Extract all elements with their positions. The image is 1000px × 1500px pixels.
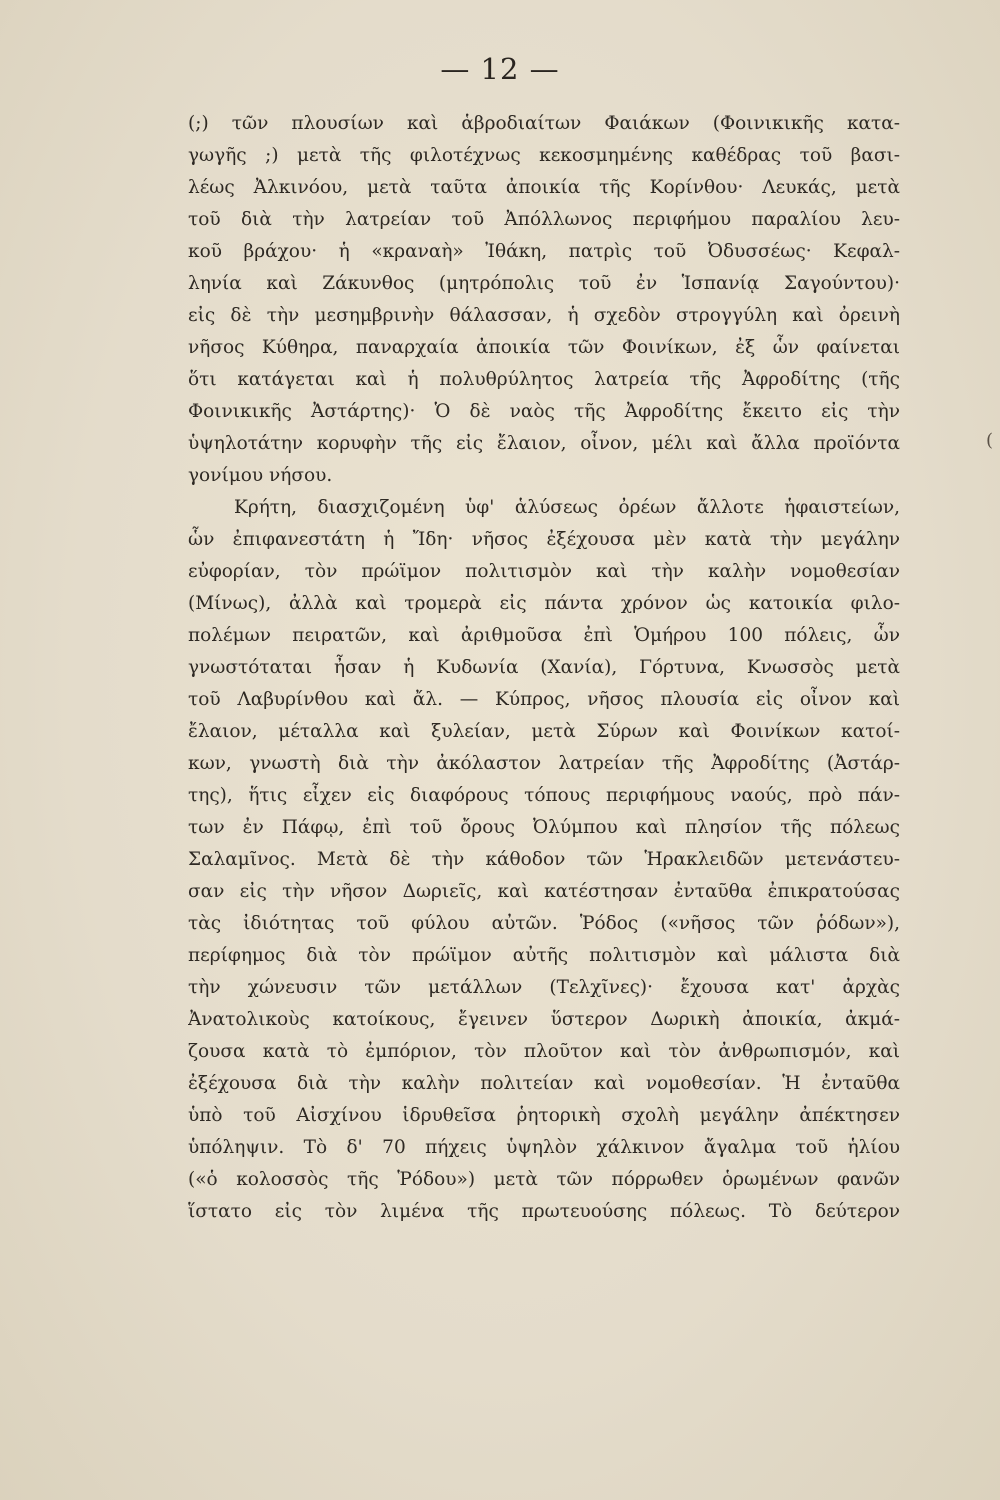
text-line: ἔλαιον, μέταλλα καὶ ξυλείαν, μετὰ Σύρων καὶ Φοινίκων κατοί- <box>188 721 900 742</box>
text-line: ἐξέχουσα διὰ τὴν καλὴν πολιτείαν καὶ νομοθεσίαν. Ἡ ἐνταῦθα <box>188 1073 900 1094</box>
text-line: λέως Ἀλκινόου, μετὰ ταῦτα ἀποικία τῆς Κορίνθου· Λευκάς, μετὰ <box>188 177 900 198</box>
text-line: περίφημος διὰ τὸν πρώϊμον αὐτῆς πολιτισμὸν καὶ μάλιστα διὰ <box>188 945 900 966</box>
text-line: Κρήτη, διασχιζομένη ὑφ' ἁλύσεως ὀρέων ἄλλοτε ἡφαιστείων, <box>234 497 900 518</box>
text-line: τοῦ Λαβυρίνθου καὶ ἄλ. — Κύπρος, νῆσος πλουσία εἰς οἶνον καὶ <box>188 689 900 710</box>
body-text <box>188 108 900 1260</box>
text-line: εἰς δὲ τὴν μεσημβρινὴν θάλασσαν, ἡ σχεδὸν στρογγύλη καὶ ὀρεινὴ <box>188 305 900 326</box>
text-line: ὑπὸ τοῦ Αἰσχίνου ἱδρυθεῖσα ῥητορικὴ σχολὴ μεγάλην ἀπέκτησεν <box>188 1105 900 1126</box>
text-line: τὰς ἰδιότητας τοῦ φύλου αὐτῶν. Ῥόδος («νῆσος τῶν ῥόδων»), <box>188 913 900 934</box>
text-line: τὴν χώνευσιν τῶν μετάλλων (Τελχῖνες)· ἔχουσα κατ' ἀρχὰς <box>188 977 900 998</box>
text-line: κων, γνωστὴ διὰ τὴν ἀκόλαστον λατρείαν τῆς Ἀφροδίτης (Ἀστάρ- <box>188 753 900 774</box>
text-line: (;) τῶν πλουσίων καὶ ἁβροδιαίτων Φαιάκων (Φοινικικῆς κατα- <box>188 113 900 134</box>
text-line: κοῦ βράχου· ἡ «κραναὴ» Ἰθάκη, πατρὶς τοῦ Ὀδυσσέως· Κεφαλ- <box>188 241 900 262</box>
page-number: — 12 — <box>440 52 560 86</box>
text-line: Σαλαμῖνος. Μετὰ δὲ τὴν κάθοδον τῶν Ἡρακλειδῶν μετενάστευ- <box>188 849 900 870</box>
margin-mark: ( <box>986 430 994 451</box>
text-line: ὧν ἐπιφανεστάτη ἡ Ἴδη· νῆσος ἐξέχουσα μὲν κατὰ τὴν μεγάλην <box>188 529 900 550</box>
text-line: ὅτι κατάγεται καὶ ἡ πολυθρύλητος λατρεία τῆς Ἀφροδίτης (τῆς <box>188 369 900 390</box>
text-line: γνωστόταται ἦσαν ἡ Κυδωνία (Χανία), Γόρτυνα, Κνωσσὸς μετὰ <box>188 657 900 678</box>
text-line: ληνία καὶ Ζάκυνθος (μητρόπολις τοῦ ἐν Ἱσπανίᾳ Σαγούντου)· <box>188 273 900 294</box>
text-line: νῆσος Κύθηρα, παναρχαία ἀποικία τῶν Φοινίκων, ἐξ ὧν φαίνεται <box>188 337 900 358</box>
text-line: (Μίνως), ἀλλὰ καὶ τρομερὰ εἰς πάντα χρόνον ὡς κατοικία φιλο- <box>188 593 900 614</box>
text-line: («ὁ κολοσσὸς τῆς Ῥόδου») μετὰ τῶν πόρρωθεν ὁρωμένων φανῶν <box>188 1169 900 1190</box>
text-line: πολέμων πειρατῶν, καὶ ἀριθμοῦσα ἐπὶ Ὁμήρου 100 πόλεις, ὧν <box>188 625 900 646</box>
text-line <box>188 1228 900 1260</box>
text-line: ὑπόληψιν. Τὸ δ' 70 πήχεις ὑψηλὸν χάλκινον ἄγαλμα τοῦ ἡλίου <box>188 1137 900 1158</box>
text-line: εὐφορίαν, τὸν πρώϊμον πολιτισμὸν καὶ τὴν καλὴν νομοθεσίαν <box>188 561 900 582</box>
text-line: ὑψηλοτάτην κορυφὴν τῆς εἰς ἔλαιον, οἶνον, μέλι καὶ ἄλλα προϊόντα <box>188 433 900 454</box>
text-line: γωγῆς ;) μετὰ τῆς φιλοτέχνως κεκοσμημένης καθέδρας τοῦ βασι- <box>188 145 900 166</box>
text-line: της), ἥτις εἶχεν εἰς διαφόρους τόπους περιφήμους ναούς, πρὸ πάν- <box>188 785 900 806</box>
text-line: γονίμου νήσου. <box>188 465 333 486</box>
text-line: ζουσα κατὰ τὸ ἐμπόριον, τὸν πλοῦτον καὶ τὸν ἀνθρωπισμόν, καὶ <box>188 1041 900 1062</box>
text-line: ἵστατο εἰς τὸν λιμένα τῆς πρωτευούσης πόλεως. Τὸ δεύτερον <box>188 1201 900 1222</box>
text-line: των ἐν Πάφῳ, ἐπὶ τοῦ ὄρους Ὀλύμπου καὶ πλησίον τῆς πόλεως <box>188 817 900 838</box>
text-line: Φοινικικῆς Ἀστάρτης)· Ὁ δὲ ναὸς τῆς Ἀφροδίτης ἔκειτο εἰς τὴν <box>188 401 900 422</box>
text-line: σαν εἰς τὴν νῆσον Δωριεῖς, καὶ κατέστησαν ἐνταῦθα ἐπικρατούσας <box>188 881 900 902</box>
text-line: τοῦ διὰ τὴν λατρείαν τοῦ Ἀπόλλωνος περιφήμου παραλίου λευ- <box>188 209 900 230</box>
text-line: Ἀνατολικοὺς κατοίκους, ἔγεινεν ὕστερον Δωρικὴ ἀποικία, ἀκμά- <box>188 1009 900 1030</box>
